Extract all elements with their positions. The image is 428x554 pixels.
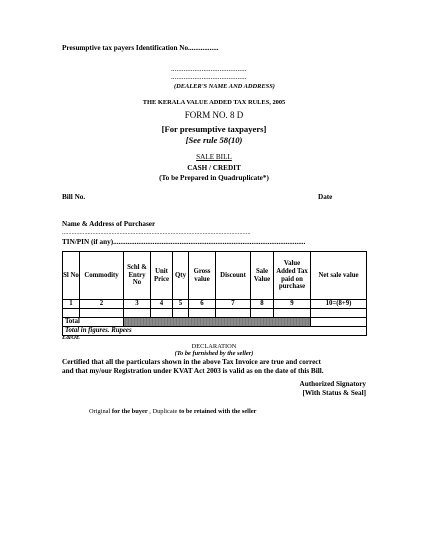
eoe-label: E&OE: [62, 334, 81, 341]
header-unit-price: Unit Price: [151, 252, 173, 300]
for-buyer-text: for the buyer: [111, 408, 148, 415]
copy-distribution-note: [89, 408, 256, 415]
total-net-value[interactable]: [311, 318, 367, 327]
entry-cell[interactable]: [189, 309, 216, 318]
entry-cell[interactable]: [173, 309, 189, 318]
entry-cell[interactable]: [251, 309, 274, 318]
header-schl-entry: Schl & Entry No: [124, 252, 151, 300]
column-number: 5: [173, 300, 189, 309]
entry-cell[interactable]: [80, 309, 124, 318]
date-label: Date: [318, 193, 333, 201]
column-number: 4: [151, 300, 173, 309]
presumptive-id-label: Presumptive tax payers Identification No.................: [62, 44, 219, 52]
authorized-signatory: Authorized Signatory: [299, 380, 366, 388]
entry-cell[interactable]: [63, 309, 80, 318]
column-number: 2: [80, 300, 124, 309]
sale-bill-table: [62, 251, 367, 336]
header-vat-paid: Value Added Tax paid on purchase: [274, 252, 311, 300]
separator: ,: [149, 408, 151, 415]
entry-cell[interactable]: [274, 309, 311, 318]
header-qty: Qty: [173, 252, 189, 300]
original-word: Original: [89, 408, 111, 415]
column-number: 1: [63, 300, 80, 309]
column-number: 10=(8+9): [311, 300, 367, 309]
see-rule-line: [See rule 58(10): [185, 135, 243, 145]
total-label: Total: [63, 318, 124, 327]
dealer-dots-1: ..........................................: [171, 65, 247, 73]
header-net-sale: Net sale value: [311, 252, 367, 300]
total-row: [63, 318, 367, 327]
header-sale-value: Sale Value: [251, 252, 274, 300]
dealer-name-label: (DEALER'S NAME AND ADDRESS): [174, 83, 275, 90]
duplicate-word: Duplicate: [152, 408, 178, 415]
retained-text: to be retained with the seller: [178, 408, 257, 415]
status-seal: [With Status & Seal]: [302, 389, 366, 397]
column-number: 7: [216, 300, 251, 309]
entry-cell[interactable]: [151, 309, 173, 318]
entry-row: [63, 309, 367, 318]
column-number: 8: [251, 300, 274, 309]
cash-credit-line: CASH / CREDIT: [187, 164, 241, 172]
act-title: THE KERALA VALUE ADDED TAX RULES, 2005: [142, 99, 286, 106]
declaration-line-1: Certified that all the particulars shown in the above Tax Invoice are true and correct: [62, 358, 321, 366]
column-number-row: [63, 300, 367, 309]
purchaser-label: Name & Address of Purchaser: [62, 220, 156, 228]
column-number: 3: [124, 300, 151, 309]
column-number: 6: [189, 300, 216, 309]
for-presumptive-line: [For presumptive taxpayers]: [161, 124, 267, 134]
total-shaded-area: [124, 318, 311, 327]
entry-cell[interactable]: [311, 309, 367, 318]
header-sl-no: Sl No: [63, 252, 80, 300]
form-number: FORM NO. 8 D: [184, 110, 244, 120]
header-commodity: Commodity: [80, 252, 124, 300]
declaration-sub: (To be furnished by the seller): [174, 350, 254, 357]
header-gross-value: Gross value: [189, 252, 216, 300]
entry-cell[interactable]: [216, 309, 251, 318]
purchaser-dots: ......................................................................................................................: [62, 229, 251, 236]
tin-pin-label: TIN/PIN (if any)...........................................................................................................: [62, 238, 306, 246]
prepared-line: (To be Prepared in Quadruplicate*): [159, 174, 269, 182]
declaration-title: DECLARATION: [191, 343, 237, 350]
header-discount: Discount: [216, 252, 251, 300]
column-number: 9: [274, 300, 311, 309]
table-header-row: [63, 252, 367, 300]
total-in-figures-label: Total in figures. Rupees: [63, 327, 367, 336]
bill-no-label: Bill No.: [62, 193, 86, 201]
sale-bill-title: SALE BILL: [196, 153, 232, 161]
total-in-figures-row: [63, 327, 367, 336]
dealer-dots-2: ..........................................: [171, 73, 247, 81]
declaration-line-2: and that my/our Registration under KVAT Act 2003 is valid as on the date of this Bill.: [62, 367, 324, 375]
entry-cell[interactable]: [124, 309, 151, 318]
